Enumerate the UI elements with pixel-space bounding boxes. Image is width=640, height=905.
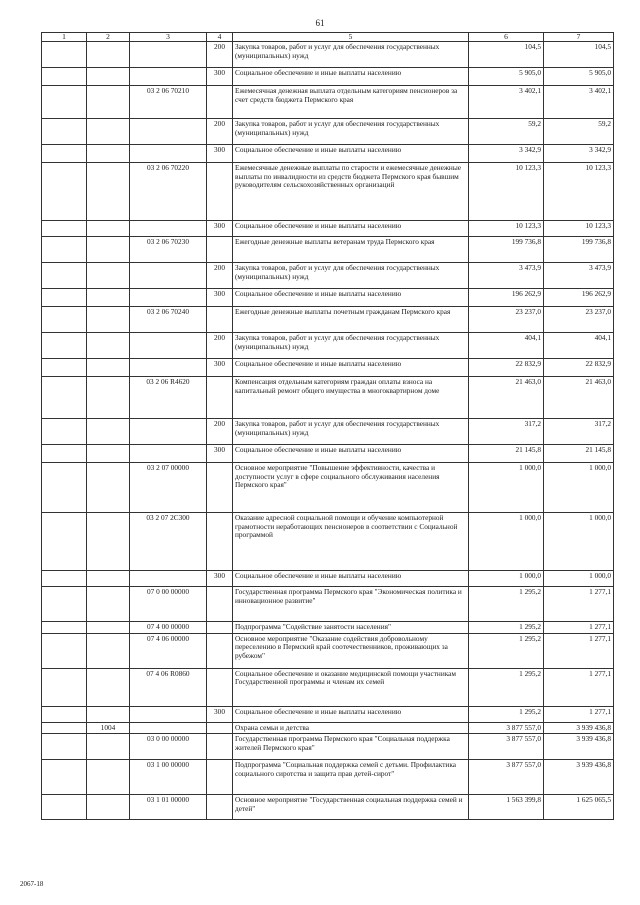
target-article-cell <box>130 706 207 722</box>
description-cell: Закупка товаров, работ и услуг для обеспечения государственных (муниципальных) нужд <box>233 119 469 145</box>
footer-code: 2067-18 <box>20 880 44 888</box>
table-row <box>42 263 614 289</box>
amount-2020-cell: 104,5 <box>544 42 614 68</box>
subsection-cell <box>87 289 130 307</box>
target-article-cell <box>130 221 207 237</box>
description-cell: Подпрограмма "Социальная поддержка семей с детьми. Профилактика социального сиротства и защита прав детей-сирот" <box>233 760 469 795</box>
subsection-cell <box>87 119 130 145</box>
section-cell <box>42 463 87 513</box>
amount-2019-cell: 3 877 557,0 <box>469 760 544 795</box>
expense-type-cell <box>207 463 233 513</box>
target-article-cell <box>130 68 207 86</box>
amount-2019-cell: 5 905,0 <box>469 68 544 86</box>
expense-type-cell: 200 <box>207 419 233 445</box>
column-header-7: 7 <box>544 33 614 42</box>
section-cell <box>42 377 87 419</box>
column-header-2: 2 <box>87 33 130 42</box>
target-article-cell: 03 2 07 2C300 <box>130 513 207 571</box>
amount-2019-cell: 3 402,1 <box>469 86 544 119</box>
amount-2019-cell: 3 877 557,0 <box>469 734 544 760</box>
section-cell <box>42 307 87 333</box>
amount-2020-cell: 1 000,0 <box>544 463 614 513</box>
section-cell <box>42 163 87 221</box>
amount-2019-cell: 10 123,3 <box>469 163 544 221</box>
amount-2020-cell: 1 277,1 <box>544 587 614 622</box>
description-cell: Компенсация отдельным категориям граждан оплаты взноса на капитальный ремонт общего имущества в многоквартирном доме <box>233 377 469 419</box>
section-cell <box>42 333 87 359</box>
subsection-cell <box>87 668 130 706</box>
amount-2020-cell: 5 905,0 <box>544 68 614 86</box>
subsection-cell <box>87 42 130 68</box>
column-header-3: 3 <box>130 33 207 42</box>
amount-2019-cell: 317,2 <box>469 419 544 445</box>
amount-2019-cell: 3 473,9 <box>469 263 544 289</box>
table-row <box>42 633 614 668</box>
target-article-cell: 07 0 00 00000 <box>130 587 207 622</box>
description-cell: Основное мероприятие "Государственная социальная поддержка семей и детей" <box>233 795 469 820</box>
table-row <box>42 722 614 734</box>
table-row <box>42 571 614 587</box>
subsection-cell <box>87 622 130 634</box>
description-cell: Основное мероприятие "Оказание содействия добровольному переселению в Пермский край соотечественников, проживающих за рубежом" <box>233 633 469 668</box>
table-row <box>42 445 614 463</box>
table-row <box>42 145 614 163</box>
expense-type-cell <box>207 668 233 706</box>
table-row <box>42 42 614 68</box>
amount-2020-cell: 10 123,3 <box>544 221 614 237</box>
table-row <box>42 668 614 706</box>
target-article-cell <box>130 289 207 307</box>
description-cell: Социальное обеспечение и иные выплаты населению <box>233 706 469 722</box>
description-cell: Подпрограмма "Содействие занятости населения" <box>233 622 469 634</box>
target-article-cell: 03 0 00 00000 <box>130 734 207 760</box>
amount-2020-cell: 3 473,9 <box>544 263 614 289</box>
description-cell: Закупка товаров, работ и услуг для обеспечения государственных (муниципальных) нужд <box>233 419 469 445</box>
subsection-cell <box>87 760 130 795</box>
description-cell: Государственная программа Пермского края "Экономическая политика и инновационное развитие" <box>233 587 469 622</box>
column-header-1: 1 <box>42 33 87 42</box>
budget-table <box>41 32 614 820</box>
target-article-cell <box>130 571 207 587</box>
target-article-cell <box>130 119 207 145</box>
amount-2019-cell: 1 295,2 <box>469 668 544 706</box>
expense-type-cell: 300 <box>207 68 233 86</box>
expense-type-cell <box>207 587 233 622</box>
amount-2020-cell: 1 625 065,5 <box>544 795 614 820</box>
amount-2020-cell: 3 939 436,8 <box>544 734 614 760</box>
expense-type-cell <box>207 163 233 221</box>
amount-2020-cell: 317,2 <box>544 419 614 445</box>
target-article-cell: 07 4 06 00000 <box>130 633 207 668</box>
description-cell: Охрана семьи и детства <box>233 722 469 734</box>
description-cell: Закупка товаров, работ и услуг для обеспечения государственных (муниципальных) нужд <box>233 333 469 359</box>
subsection-cell <box>87 163 130 221</box>
expense-type-cell <box>207 513 233 571</box>
target-article-cell <box>130 145 207 163</box>
subsection-cell <box>87 68 130 86</box>
table-row <box>42 86 614 119</box>
expense-type-cell: 300 <box>207 359 233 377</box>
section-cell <box>42 622 87 634</box>
table-header <box>42 33 614 42</box>
description-cell: Социальное обеспечение и иные выплаты населению <box>233 571 469 587</box>
amount-2020-cell: 1 000,0 <box>544 513 614 571</box>
amount-2020-cell: 3 342,9 <box>544 145 614 163</box>
expense-type-cell <box>207 307 233 333</box>
amount-2019-cell: 104,5 <box>469 42 544 68</box>
target-article-cell: 03 2 06 R4620 <box>130 377 207 419</box>
section-cell <box>42 734 87 760</box>
subsection-cell <box>87 571 130 587</box>
section-cell <box>42 587 87 622</box>
expense-type-cell <box>207 237 233 263</box>
target-article-cell: 03 1 00 00000 <box>130 760 207 795</box>
amount-2020-cell: 1 277,1 <box>544 633 614 668</box>
table-row <box>42 237 614 263</box>
column-header-6: 6 <box>469 33 544 42</box>
section-cell <box>42 145 87 163</box>
table-row <box>42 68 614 86</box>
section-cell <box>42 289 87 307</box>
table-row <box>42 289 614 307</box>
amount-2020-cell: 199 736,8 <box>544 237 614 263</box>
amount-2020-cell: 10 123,3 <box>544 163 614 221</box>
subsection-cell <box>87 263 130 289</box>
section-cell <box>42 263 87 289</box>
table-body <box>42 42 614 820</box>
section-cell <box>42 419 87 445</box>
table-row <box>42 333 614 359</box>
description-cell: Социальное обеспечение и иные выплаты населению <box>233 68 469 86</box>
expense-type-cell <box>207 722 233 734</box>
expense-type-cell: 200 <box>207 42 233 68</box>
target-article-cell: 03 2 06 70240 <box>130 307 207 333</box>
section-cell <box>42 760 87 795</box>
description-cell: Ежегодные денежные выплаты почетным гражданам Пермского края <box>233 307 469 333</box>
amount-2019-cell: 1 295,2 <box>469 633 544 668</box>
amount-2020-cell: 1 000,0 <box>544 571 614 587</box>
table-row <box>42 377 614 419</box>
expense-type-cell <box>207 795 233 820</box>
section-cell <box>42 445 87 463</box>
table-row <box>42 513 614 571</box>
description-cell: Социальное обеспечение и оказание медицинской помощи участникам Государственной программы и членам их семей <box>233 668 469 706</box>
section-cell <box>42 668 87 706</box>
subsection-cell <box>87 706 130 722</box>
amount-2020-cell: 59,2 <box>544 119 614 145</box>
description-cell: Государственная программа Пермского края "Социальная поддержка жителей Пермского края" <box>233 734 469 760</box>
table-row <box>42 419 614 445</box>
expense-type-cell <box>207 633 233 668</box>
amount-2019-cell: 196 262,9 <box>469 289 544 307</box>
target-article-cell <box>130 445 207 463</box>
description-cell: Ежегодные денежные выплаты ветеранам труда Пермского края <box>233 237 469 263</box>
section-cell <box>42 221 87 237</box>
target-article-cell <box>130 419 207 445</box>
header-row <box>42 33 614 42</box>
amount-2020-cell: 21 145,8 <box>544 445 614 463</box>
amount-2020-cell: 23 237,0 <box>544 307 614 333</box>
amount-2020-cell: 22 832,9 <box>544 359 614 377</box>
table-row <box>42 463 614 513</box>
amount-2020-cell: 1 277,1 <box>544 668 614 706</box>
table-row <box>42 119 614 145</box>
description-cell: Социальное обеспечение и иные выплаты населению <box>233 289 469 307</box>
target-article-cell: 07 4 00 00000 <box>130 622 207 634</box>
table-row <box>42 307 614 333</box>
subsection-cell <box>87 445 130 463</box>
expense-type-cell <box>207 734 233 760</box>
subsection-cell: 1004 <box>87 722 130 734</box>
section-cell <box>42 359 87 377</box>
target-article-cell: 03 1 01 00000 <box>130 795 207 820</box>
subsection-cell <box>87 86 130 119</box>
amount-2019-cell: 3 877 557,0 <box>469 722 544 734</box>
amount-2020-cell: 196 262,9 <box>544 289 614 307</box>
subsection-cell <box>87 513 130 571</box>
section-cell <box>42 68 87 86</box>
target-article-cell <box>130 333 207 359</box>
subsection-cell <box>87 734 130 760</box>
amount-2019-cell: 1 000,0 <box>469 571 544 587</box>
table-row <box>42 163 614 221</box>
amount-2019-cell: 59,2 <box>469 119 544 145</box>
section-cell <box>42 722 87 734</box>
amount-2019-cell: 404,1 <box>469 333 544 359</box>
section-cell <box>42 86 87 119</box>
description-cell: Ежемесячные денежные выплаты по старости и ежемесячные денежные выплаты по инвалидности из средств бюджета Пермского края бывшим руководителям сельскохозяйственных организаций <box>233 163 469 221</box>
target-article-cell <box>130 722 207 734</box>
table-row <box>42 734 614 760</box>
amount-2019-cell: 1 000,0 <box>469 463 544 513</box>
subsection-cell <box>87 419 130 445</box>
description-cell: Основное мероприятие "Повышение эффективности, качества и доступности услуг в сфере социального обслуживания населения Пермского края" <box>233 463 469 513</box>
subsection-cell <box>87 795 130 820</box>
expense-type-cell: 300 <box>207 445 233 463</box>
amount-2019-cell: 10 123,3 <box>469 221 544 237</box>
amount-2020-cell: 3 939 436,8 <box>544 760 614 795</box>
expense-type-cell: 300 <box>207 145 233 163</box>
section-cell <box>42 706 87 722</box>
amount-2019-cell: 1 295,2 <box>469 622 544 634</box>
subsection-cell <box>87 221 130 237</box>
subsection-cell <box>87 587 130 622</box>
section-cell <box>42 119 87 145</box>
expense-type-cell: 300 <box>207 221 233 237</box>
column-header-5: 5 <box>233 33 469 42</box>
subsection-cell <box>87 307 130 333</box>
table-row <box>42 587 614 622</box>
subsection-cell <box>87 237 130 263</box>
section-cell <box>42 513 87 571</box>
subsection-cell <box>87 333 130 359</box>
amount-2019-cell: 23 237,0 <box>469 307 544 333</box>
amount-2019-cell: 3 342,9 <box>469 145 544 163</box>
target-article-cell: 03 2 06 70230 <box>130 237 207 263</box>
amount-2019-cell: 1 563 399,8 <box>469 795 544 820</box>
amount-2019-cell: 21 145,8 <box>469 445 544 463</box>
amount-2020-cell: 1 277,1 <box>544 622 614 634</box>
table-row <box>42 622 614 634</box>
table-row <box>42 359 614 377</box>
section-cell <box>42 571 87 587</box>
table-row <box>42 221 614 237</box>
description-cell: Закупка товаров, работ и услуг для обеспечения государственных (муниципальных) нужд <box>233 42 469 68</box>
table-row <box>42 706 614 722</box>
amount-2019-cell: 21 463,0 <box>469 377 544 419</box>
target-article-cell: 07 4 06 R0860 <box>130 668 207 706</box>
expense-type-cell <box>207 760 233 795</box>
description-cell: Социальное обеспечение и иные выплаты населению <box>233 359 469 377</box>
expense-type-cell <box>207 377 233 419</box>
target-article-cell: 03 2 07 00000 <box>130 463 207 513</box>
description-cell: Закупка товаров, работ и услуг для обеспечения государственных (муниципальных) нужд <box>233 263 469 289</box>
expense-type-cell: 200 <box>207 263 233 289</box>
description-cell: Социальное обеспечение и иные выплаты населению <box>233 145 469 163</box>
subsection-cell <box>87 377 130 419</box>
amount-2019-cell: 199 736,8 <box>469 237 544 263</box>
amount-2020-cell: 1 277,1 <box>544 706 614 722</box>
target-article-cell <box>130 263 207 289</box>
subsection-cell <box>87 145 130 163</box>
amount-2020-cell: 3 939 436,8 <box>544 722 614 734</box>
amount-2019-cell: 22 832,9 <box>469 359 544 377</box>
description-cell: Оказание адресной социальной помощи и обучение компьютерной грамотности неработающих пенсионеров в соответствии с Социальной программой <box>233 513 469 571</box>
section-cell <box>42 633 87 668</box>
subsection-cell <box>87 463 130 513</box>
description-cell: Ежемесячная денежная выплата отдельным категориям пенсионеров за счет средств бюджета Пермского края <box>233 86 469 119</box>
expense-type-cell: 300 <box>207 289 233 307</box>
expense-type-cell <box>207 622 233 634</box>
column-header-4: 4 <box>207 33 233 42</box>
table-row <box>42 795 614 820</box>
amount-2020-cell: 21 463,0 <box>544 377 614 419</box>
subsection-cell <box>87 633 130 668</box>
target-article-cell: 03 2 06 70210 <box>130 86 207 119</box>
description-cell: Социальное обеспечение и иные выплаты населению <box>233 445 469 463</box>
expense-type-cell <box>207 86 233 119</box>
target-article-cell: 03 2 06 70220 <box>130 163 207 221</box>
amount-2019-cell: 1 295,2 <box>469 587 544 622</box>
expense-type-cell: 300 <box>207 706 233 722</box>
expense-type-cell: 200 <box>207 333 233 359</box>
subsection-cell <box>87 359 130 377</box>
target-article-cell <box>130 359 207 377</box>
section-cell <box>42 795 87 820</box>
table-row <box>42 760 614 795</box>
description-cell: Социальное обеспечение и иные выплаты населению <box>233 221 469 237</box>
amount-2019-cell: 1 295,2 <box>469 706 544 722</box>
amount-2019-cell: 1 000,0 <box>469 513 544 571</box>
section-cell <box>42 42 87 68</box>
section-cell <box>42 237 87 263</box>
amount-2020-cell: 404,1 <box>544 333 614 359</box>
amount-2020-cell: 3 402,1 <box>544 86 614 119</box>
expense-type-cell: 300 <box>207 571 233 587</box>
page-number: 61 <box>315 18 325 28</box>
target-article-cell <box>130 42 207 68</box>
expense-type-cell: 200 <box>207 119 233 145</box>
